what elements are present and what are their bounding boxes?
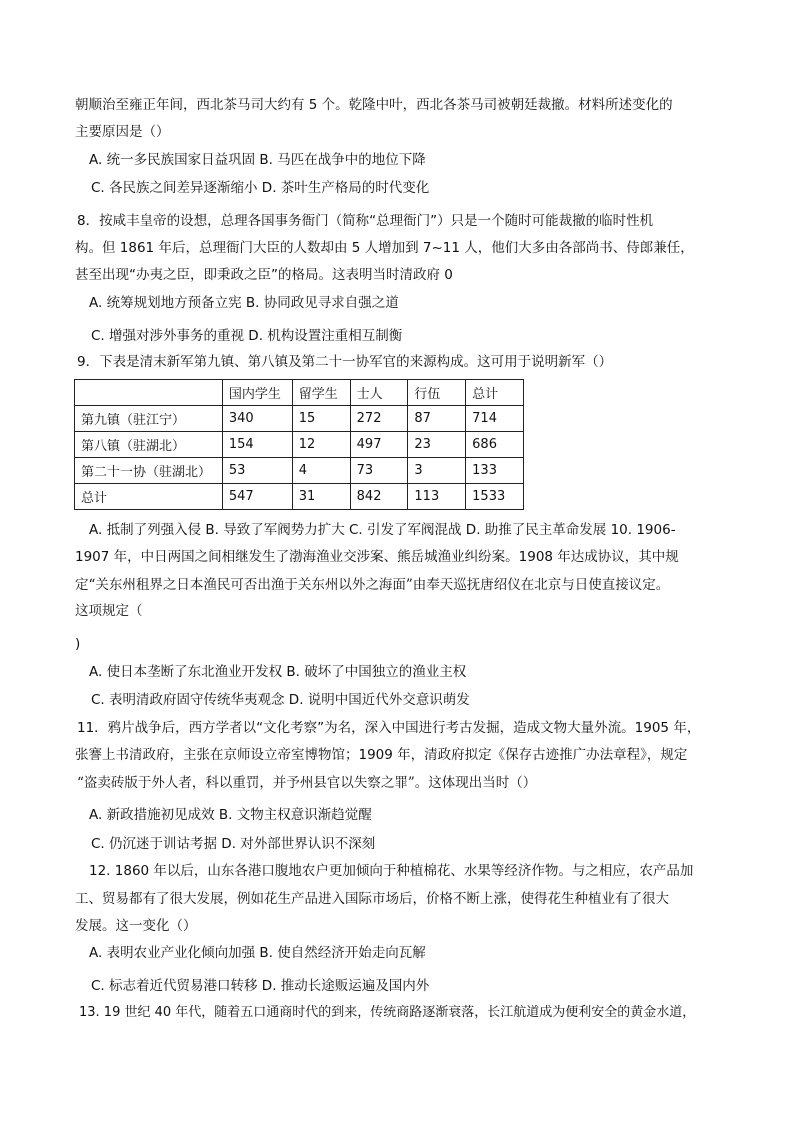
table-cell: 547 [222, 484, 292, 510]
table-header-cell: 留学生 [292, 380, 350, 406]
table-row [75, 484, 524, 510]
q10-options-ab: A. 使日本垄断了东北渔业开发权 B. 破坏了中国独立的渔业主权 [89, 664, 467, 680]
table-cell: 686 [466, 432, 524, 458]
table-cell: 340 [222, 406, 292, 432]
q11-options-cd: C. 仍沉迷于训诂考据 D. 对外部世界认识不深刻 [91, 836, 376, 852]
table-cell: 3 [408, 458, 466, 484]
q12-line-3: 发展。这一变化（） [75, 918, 197, 934]
q8-options-ab: A. 统筹规划地方预备立宪 B. 协同政见寻求自强之道 [89, 295, 399, 311]
table-header-cell [75, 380, 223, 406]
officer-source-table [74, 379, 524, 510]
q10-line-2: 定“关东州租界之日本渔民可否出渔于关东州以外之海面”由奉天巡抚唐绍仪在北京与日使直接议定。 [75, 577, 670, 593]
q12-line-1: 12. 1860 年以后，山东各港口腹地农户更加倾向于种植棉花、水果等经济作物。与之相应，农产品加 [89, 863, 694, 879]
table-cell: 714 [466, 406, 524, 432]
q9-stem: 9．下表是清末新军第九镇、第八镇及第二十一协军官的来源构成。这可用于说明新军（） [77, 354, 613, 370]
table-header-cell: 总计 [466, 380, 524, 406]
table-cell: 第二十一协（驻湖北） [75, 458, 223, 484]
q8-line-3: 甚至出现“办夷之臣，即秉政之臣”的格局。这表明当时清政府 0 [75, 267, 453, 283]
table-cell: 第九镇（驻江宁） [75, 406, 223, 432]
table-cell: 4 [292, 458, 350, 484]
table-cell: 第八镇（驻湖北） [75, 432, 223, 458]
q12-options-ab: A. 表明农业产业化倾向加强 B. 使自然经济开始走向瓦解 [89, 945, 426, 961]
q7-line-1: 朝顺治至雍正年间，西北茶马司大约有 5 个。乾隆中叶，西北各茶马司被朝廷裁撤。材料所述变化的 [75, 97, 673, 113]
q10-options-cd: C. 表明清政府固守传统华夷观念 D. 说明中国近代外交意识萌发 [91, 692, 470, 708]
table-cell: 154 [222, 432, 292, 458]
table-cell: 15 [292, 406, 350, 432]
table-cell: 133 [466, 458, 524, 484]
table-header-cell: 行伍 [408, 380, 466, 406]
table-cell: 113 [408, 484, 466, 510]
q8-line-2: 构。但 1861 年后，总理衙门大臣的人数却由 5 人增加到 7~11 人，他们大多由各部尚书、侍郎兼任， [75, 240, 694, 256]
table-cell: 1533 [466, 484, 524, 510]
table-row [75, 432, 524, 458]
table-cell: 87 [408, 406, 466, 432]
table-cell: 12 [292, 432, 350, 458]
q11-line-2: 张謇上书清政府，主张在京师设立帝室博物馆；1909 年，清政府拟定《保存古迹推广办法章程》，规定 [75, 747, 688, 763]
table-row [75, 458, 524, 484]
table-cell: 23 [408, 432, 466, 458]
table-cell: 总计 [75, 484, 223, 510]
q9-options: A. 抵制了列强入侵 B. 导致了军阀势力扩大 C. 引发了军阀混战 D. 助推了民主革命发展 10. 1906- [89, 522, 676, 538]
q10-line-3: 这项规定（ [75, 603, 143, 619]
table-header-row [75, 380, 524, 406]
q7-line-2: 主要原因是（） [75, 124, 170, 140]
table-header-cell: 国内学生 [222, 380, 292, 406]
q12-line-2: 工、贸易都有了很大发展，例如花生产品进入国际市场后，价格不断上涨，使得花生种植业有了很大 [75, 891, 669, 907]
q13-line-1: 13. 19 世纪 40 年代，随着五口通商时代的到来，传统商路逐渐衰落，长江航道成为便利安全的黄金水道， [79, 1005, 696, 1020]
q8-options-cd: C. 增强对涉外事务的重视 D. 机构设置注重相互制衡 [91, 328, 403, 344]
q11-line-1: 11．鸦片战争后，西方学者以“文化考察”为名，深入中国进行考古发掘，造成文物大量外流。1905 年， [77, 720, 701, 736]
table-row [75, 406, 524, 432]
q10-line-4: ) [75, 636, 81, 652]
q11-options-ab: A. 新政措施初见成效 B. 文物主权意识渐趋觉醒 [89, 807, 372, 823]
table-cell: 73 [350, 458, 408, 484]
table-cell: 53 [222, 458, 292, 484]
table-cell: 272 [350, 406, 408, 432]
q7-options-cd: C. 各民族之间差异逐渐缩小 D. 茶叶生产格局的时代变化 [91, 180, 430, 196]
table-cell: 842 [350, 484, 408, 510]
table-cell: 497 [350, 432, 408, 458]
q8-line-1: 8．按咸丰皇帝的设想，总理各国事务衙门（简称“总理衙门”）只是一个随时可能裁撤的临时性机 [77, 213, 654, 229]
q11-line-3: “盗卖砖版于外人者，科以重罚，并予州县官以失察之罪”。这体现出当时（） [77, 775, 537, 791]
q10-line-1: 1907 年，中日两国之间相继发生了渤海渔业交涉案、熊岳城渔业纠纷案。1908 年达成协议，其中规 [75, 549, 679, 565]
q7-options-ab: A. 统一多民族国家日益巩固 B. 马匹在战争中的地位下降 [89, 152, 426, 168]
table-cell: 31 [292, 484, 350, 510]
table-header-cell: 士人 [350, 380, 408, 406]
q12-options-cd: C. 标志着近代贸易港口转移 D. 推动长途贩运遍及国内外 [91, 978, 430, 994]
